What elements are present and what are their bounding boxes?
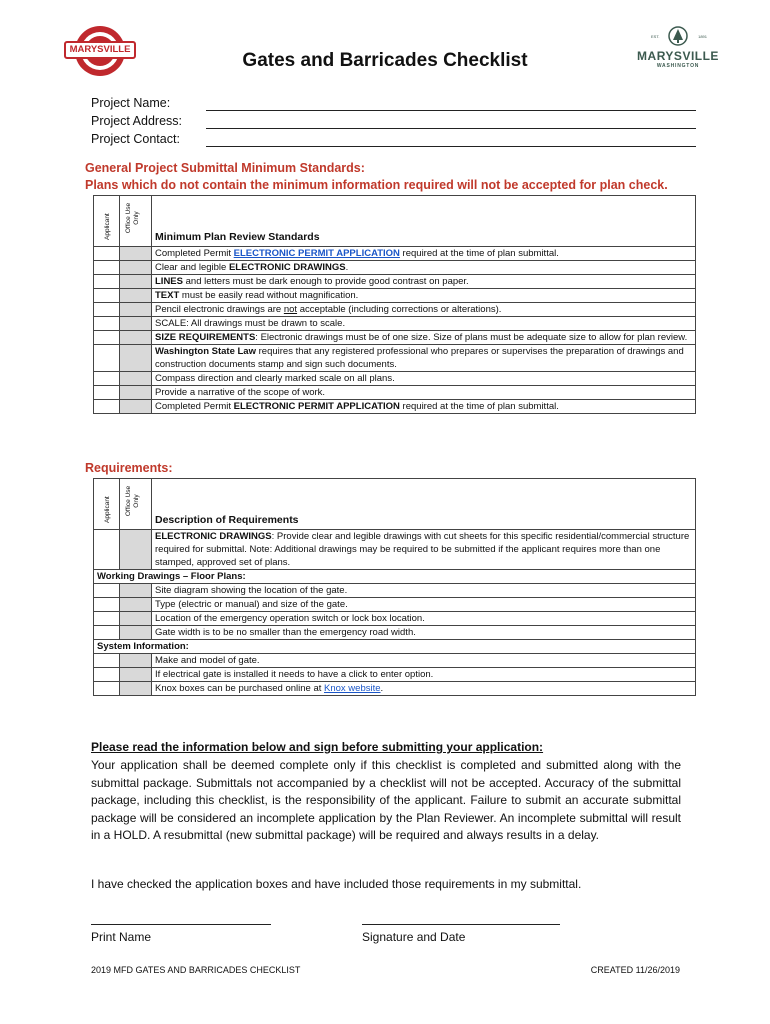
left-logo-text: MARYSVILLE xyxy=(69,44,131,55)
section-row xyxy=(94,640,696,654)
project-name-field[interactable] xyxy=(206,110,696,111)
office-checkbox xyxy=(120,612,152,626)
requirements-table xyxy=(93,478,696,696)
description-col-header: Description of Requirements xyxy=(152,479,696,530)
table-row: Completed Permit ELECTRONIC PERMIT APPLICATION required at the time of plan submittal. xyxy=(94,247,696,261)
office-checkbox xyxy=(120,386,152,400)
standards-col-header: Minimum Plan Review Standards xyxy=(152,196,696,247)
table-row: SCALE: All drawings must be drawn to scale. xyxy=(94,317,696,331)
office-checkbox xyxy=(120,317,152,331)
applicant-checkbox[interactable] xyxy=(94,372,120,386)
table-row: Compass direction and clearly marked scale on all plans. xyxy=(94,372,696,386)
applicant-checkbox[interactable] xyxy=(94,275,120,289)
applicant-checkbox[interactable] xyxy=(94,626,120,640)
project-contact-label: Project Contact: xyxy=(91,132,180,146)
office-checkbox xyxy=(120,530,152,570)
section-row xyxy=(94,570,696,584)
applicant-checkbox[interactable] xyxy=(94,345,120,372)
requirements-header-row xyxy=(94,479,696,530)
page-title: Gates and Barricades Checklist xyxy=(242,50,528,71)
project-name-label: Project Name: xyxy=(91,96,171,110)
table-row: ELECTRONIC DRAWINGS: Provide clear and legible drawings with cut sheets for this specific residential/commercial structure required for submittal. Note: Additional drawings may be required to be submitted if the applicant requires more than one stamped, approved set of plans. xyxy=(94,530,696,570)
office-checkbox xyxy=(120,261,152,275)
table-row: Washington State Law requires that any registered professional who prepares or supervises the preparation of drawings and construction documents stamp and sign such documents. xyxy=(94,345,696,372)
confirmation-text: I have checked the application boxes and have included those requirements in my submittal. xyxy=(91,877,582,891)
applicant-checkbox[interactable] xyxy=(94,247,120,261)
applicant-checkbox[interactable] xyxy=(94,331,120,345)
table-row: TEXT must be easily read without magnification. xyxy=(94,289,696,303)
applicant-checkbox[interactable] xyxy=(94,668,120,682)
table-row: LINES and letters must be dark enough to provide good contrast on paper. xyxy=(94,275,696,289)
project-address-field[interactable] xyxy=(206,128,696,129)
table-row: Type (electric or manual) and size of the gate. xyxy=(94,598,696,612)
table-row: Completed Permit ELECTRONIC PERMIT APPLICATION required at the time of plan submittal. xyxy=(94,400,696,414)
office-checkbox xyxy=(120,584,152,598)
applicant-checkbox[interactable] xyxy=(94,530,120,570)
table-row: Site diagram showing the location of the gate. xyxy=(94,584,696,598)
office-checkbox xyxy=(120,247,152,261)
office-checkbox xyxy=(120,303,152,317)
office-col-header: Office Use Only xyxy=(120,479,152,530)
footer-left: 2019 MFD GATES AND BARRICADES CHECKLIST xyxy=(91,965,301,975)
office-col-header: Office Use Only xyxy=(120,196,152,247)
project-contact-field[interactable] xyxy=(206,146,696,147)
footer-right: CREATED 11/26/2019 xyxy=(590,965,680,975)
applicant-col-header: Applicant xyxy=(94,479,120,530)
applicant-checkbox[interactable] xyxy=(94,400,120,414)
office-checkbox xyxy=(120,626,152,640)
office-checkbox xyxy=(120,654,152,668)
applicant-col-header: Applicant xyxy=(94,196,120,247)
right-logo-sub: WASHINGTON xyxy=(656,63,700,69)
office-checkbox xyxy=(120,668,152,682)
table-row: If electrical gate is installed it needs to have a click to enter option. xyxy=(94,668,696,682)
applicant-checkbox[interactable] xyxy=(94,612,120,626)
office-checkbox xyxy=(120,598,152,612)
table-row: Gate width is to be no smaller than the emergency road width. xyxy=(94,626,696,640)
applicant-checkbox[interactable] xyxy=(94,261,120,275)
working-drawings-label: Working Drawings – Floor Plans: xyxy=(94,570,696,584)
table-row: SIZE REQUIREMENTS: Electronic drawings must be of one size. Size of plans must be adequate size to allow for plan review. xyxy=(94,331,696,345)
tree-icon xyxy=(663,26,693,46)
office-checkbox xyxy=(120,275,152,289)
standards-table xyxy=(93,195,696,414)
right-logo-text: MARYSVILLE xyxy=(637,49,719,63)
logo-est: EST. xyxy=(651,34,660,39)
knox-website-link[interactable]: Knox website xyxy=(324,683,381,694)
print-name-label: Print Name xyxy=(91,930,152,944)
table-row: Provide a narrative of the scope of work. xyxy=(94,386,696,400)
table-row: Knox boxes can be purchased online at Knox website. xyxy=(94,682,696,696)
system-information-label: System Information: xyxy=(94,640,696,654)
print-name-field[interactable] xyxy=(91,924,271,925)
table-row: Make and model of gate. xyxy=(94,654,696,668)
applicant-checkbox[interactable] xyxy=(94,654,120,668)
applicant-checkbox[interactable] xyxy=(94,584,120,598)
signature-date-label: Signature and Date xyxy=(362,930,466,944)
table-row: Clear and legible ELECTRONIC DRAWINGS. xyxy=(94,261,696,275)
requirements-heading: Requirements: xyxy=(85,461,173,475)
office-checkbox xyxy=(120,400,152,414)
applicant-checkbox[interactable] xyxy=(94,317,120,331)
applicant-checkbox[interactable] xyxy=(94,598,120,612)
office-checkbox xyxy=(120,289,152,303)
project-address-label: Project Address: xyxy=(91,114,183,128)
table-row: Pencil electronic drawings are not acceptable (including corrections or alterations). xyxy=(94,303,696,317)
logo-year: 1891 xyxy=(698,34,707,39)
applicant-checkbox[interactable] xyxy=(94,303,120,317)
signoff-paragraph: Your application shall be deemed complete only if this checklist is completed and submitted along with the submittal package. Submittals not accompanied by a checklist will not be accepted. Accuracy of the submittal package, including this checklist, is the responsibility of the applicant. Failure to submit an accurate submittal package will be considered an incomplete application by the Plan Reviewer. An incomplete submittal will result in a HOLD. A resubmittal (new submittal package) will be required and always results in a delay. xyxy=(91,758,681,842)
applicant-checkbox[interactable] xyxy=(94,682,120,696)
signoff-heading: Please read the information below and sign before submitting your application: xyxy=(91,740,544,754)
general-heading: General Project Submittal Minimum Standards: xyxy=(85,161,365,175)
office-checkbox xyxy=(120,682,152,696)
applicant-checkbox[interactable] xyxy=(94,289,120,303)
permit-application-link[interactable]: ELECTRONIC PERMIT APPLICATION xyxy=(233,248,400,259)
office-checkbox xyxy=(120,331,152,345)
general-subheading: Plans which do not contain the minimum information required will not be accepted for plan check. xyxy=(85,178,668,192)
standards-header-row xyxy=(94,196,696,247)
applicant-checkbox[interactable] xyxy=(94,386,120,400)
table-row: Location of the emergency operation switch or lock box location. xyxy=(94,612,696,626)
office-checkbox xyxy=(120,372,152,386)
signature-field[interactable] xyxy=(362,924,560,925)
office-checkbox xyxy=(120,345,152,372)
